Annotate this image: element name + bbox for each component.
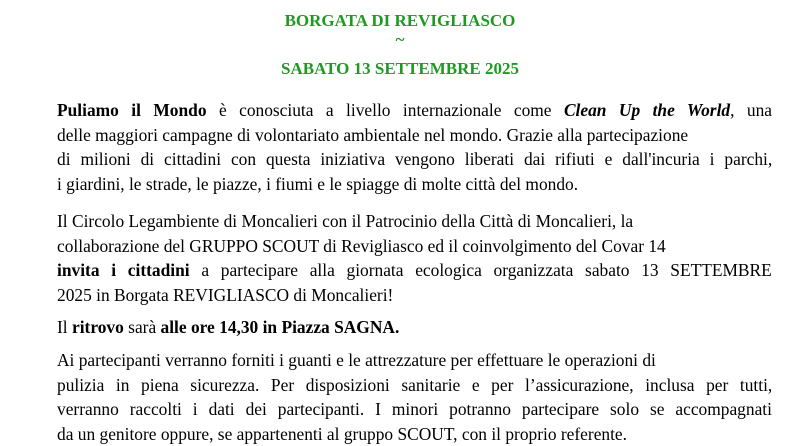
invitation-line-2: collaborazione del GRUPPO SCOUT di Revigliasco ed il coinvolgimento del Covar 14 (57, 234, 772, 259)
invitation-paragraph (57, 209, 772, 307)
date-heading: SABATO 13 SETTEMBRE 2025 (0, 59, 800, 79)
meeting-line (57, 315, 772, 340)
event-english-name: Clean Up the World (564, 100, 730, 120)
intro-text-a: è conosciuta a livello internazionale come (207, 100, 564, 120)
participants-line-3: verranno raccolti i dati dei partecipanti. I minori potranno partecipare solo se accompagnati (57, 397, 772, 422)
intro-line-4: i giardini, le strade, le piazze, i fiumi e le spiagge di molte città del mondo. (57, 172, 772, 197)
invitation-line-3 (57, 258, 772, 283)
invitation-line-1: Il Circolo Legambiente di Moncalieri con il Patrocinio della Città di Moncalieri, la (57, 209, 772, 234)
meeting-paragraph (57, 315, 772, 340)
participants-line-4: da un genitore oppure, se appartenenti al gruppo SCOUT, con il proprio referente. (57, 422, 772, 446)
meeting-text-b: sarà (124, 317, 161, 337)
location-heading: BORGATA DI REVIGLIASCO (0, 11, 800, 31)
participants-line-1: Ai partecipanti verranno forniti i guanti e le attrezzature per effettuare le operazioni di (57, 348, 772, 373)
meeting-time-place: alle ore 14,30 in Piazza SAGNA. (161, 317, 400, 337)
invite-citizens: invita i cittadini (57, 260, 190, 280)
invitation-line-3-rest: a partecipare alla giornata ecologica organizzata sabato 13 SETTEMBRE (190, 260, 772, 280)
event-name: Puliamo il Mondo (57, 100, 207, 120)
meeting-keyword: ritrovo (72, 317, 124, 337)
intro-line-3: di milioni di cittadini con questa iniziativa vengono liberati dai rifiuti e dall'incuria i parchi, (57, 147, 772, 172)
intro-paragraph (57, 98, 772, 196)
invitation-line-4: 2025 in Borgata REVIGLIASCO di Moncalieri! (57, 283, 772, 308)
participants-line-2: pulizia in piena sicurezza. Per disposizioni sanitarie e per l’assicurazione, inclusa per tutti, (57, 373, 772, 398)
intro-line-1 (57, 98, 772, 123)
participants-paragraph (57, 348, 772, 446)
meeting-text-a: Il (57, 317, 72, 337)
intro-line-2: delle maggiori campagne di volontariato ambientale nel mondo. Grazie alla partecipazione (57, 123, 772, 148)
intro-text-b: , una (730, 100, 772, 120)
heading-separator: ~ (0, 30, 800, 50)
